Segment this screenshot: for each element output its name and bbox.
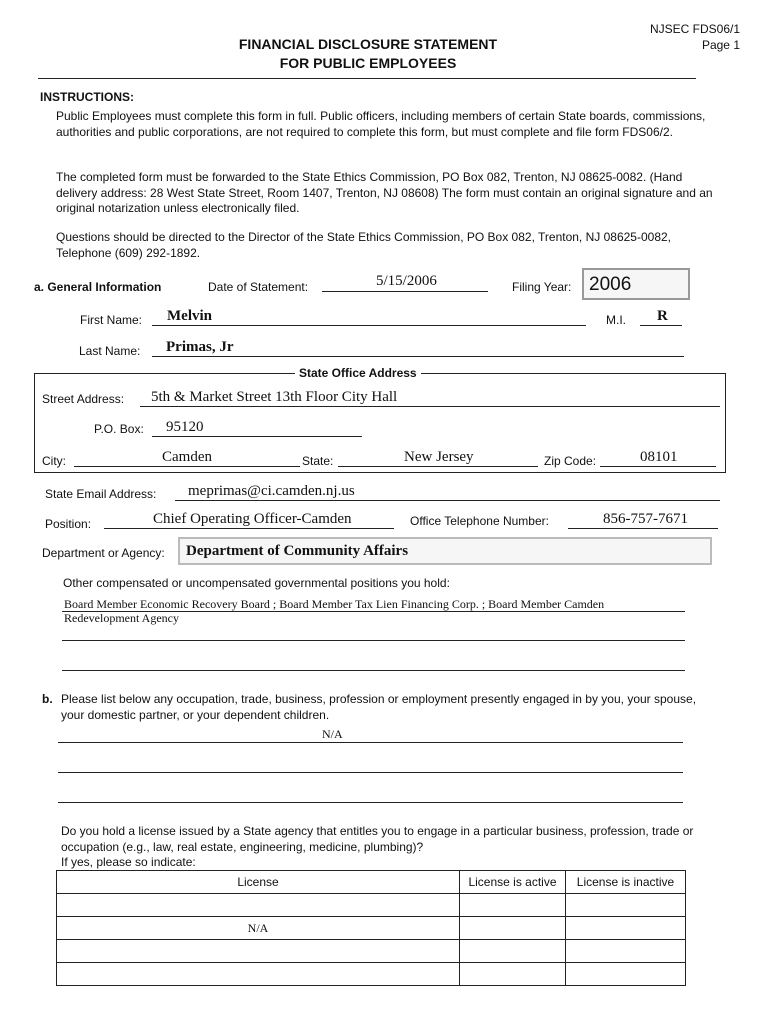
page-number: Page 1: [701, 38, 740, 52]
po-box-label: P.O. Box:: [94, 422, 144, 436]
address-heading: State Office Address: [295, 366, 421, 380]
active-cell[interactable]: [460, 894, 566, 917]
license-cell[interactable]: [57, 917, 460, 940]
filing-year-field[interactable]: [582, 268, 690, 300]
phone-label: Office Telephone Number:: [410, 514, 549, 528]
inactive-cell[interactable]: [566, 940, 686, 963]
first-name-label: First Name:: [80, 313, 143, 327]
header-rule: [38, 78, 696, 79]
license-table: [56, 870, 686, 986]
table-row: [57, 894, 686, 917]
other-positions-underline3: [62, 670, 685, 671]
table-row: [57, 963, 686, 986]
zip-value[interactable]: 08101: [640, 449, 678, 465]
form-id: NJSEC FDS06/1: [649, 22, 740, 36]
inactive-cell[interactable]: [566, 894, 686, 917]
license-question: Do you hold a license issued by a State agency that entitles you to engage in a particular business, profession, trade or occupation (e.g., law, real estate, engineering, medicine, plumbing)?: [61, 824, 694, 854]
table-row: [57, 940, 686, 963]
section-b-text: Please list below any occupation, trade, business, profession or employment presently engaged in by you, your spouse, your domestic partner, or your dependent children.: [61, 692, 697, 722]
date-value[interactable]: 5/15/2006: [376, 273, 437, 289]
position-underline: [104, 528, 394, 529]
section-b-answer[interactable]: N/A: [322, 727, 343, 741]
inactive-cell[interactable]: [566, 917, 686, 940]
col-license-active: License is active: [460, 871, 566, 894]
license-table-header: [57, 871, 686, 894]
zip-label: Zip Code:: [544, 454, 597, 468]
license-answer: N/A: [247, 920, 269, 935]
section-b-underline3: [58, 802, 683, 803]
section-b-label: b.: [42, 692, 53, 706]
department-field[interactable]: [178, 537, 712, 565]
active-cell[interactable]: [460, 940, 566, 963]
po-box-underline: [152, 436, 362, 437]
section-b-underline2: [58, 772, 683, 773]
street-underline: [140, 406, 720, 407]
col-license: License: [57, 871, 460, 894]
col-license-inactive: License is inactive: [566, 871, 686, 894]
other-positions-line2[interactable]: Redevelopment Agency: [64, 611, 179, 625]
city-label: City:: [42, 454, 66, 468]
active-cell[interactable]: [460, 917, 566, 940]
mi-value[interactable]: R: [657, 308, 668, 324]
state-underline: [338, 466, 538, 467]
phone-value[interactable]: 856-757-7671: [603, 511, 688, 527]
license-cell[interactable]: [57, 894, 460, 917]
position-value[interactable]: Chief Operating Officer-Camden: [153, 511, 352, 527]
other-positions-line1[interactable]: Board Member Economic Recovery Board ; Board Member Tax Lien Financing Corp. ; Board Member Camden: [64, 597, 605, 611]
po-box-value[interactable]: 95120: [166, 419, 204, 435]
street-label: Street Address:: [42, 392, 125, 406]
date-underline: [322, 291, 488, 292]
license-question-line3: If yes, please so indicate:: [61, 855, 196, 869]
instructions-p2: The completed form must be forwarded to the State Ethics Commission, PO Box 082, Trenton, NJ 08625-0082. (Hand delivery address: 28 West State Street, Room 1407, Trenton, NJ 08608) The form must contain an original signature and an original notarization unless electronically filed.: [56, 170, 713, 215]
section-a-label: a. General Information: [34, 280, 162, 294]
city-underline: [74, 466, 300, 467]
mi-label: M.I.: [606, 313, 626, 327]
filing-year-value: 2006: [589, 274, 632, 295]
table-row: [57, 917, 686, 940]
mi-underline: [640, 325, 682, 326]
email-label: State Email Address:: [45, 487, 157, 501]
position-label: Position:: [45, 517, 92, 531]
state-label: State:: [302, 454, 334, 468]
first-name-underline: [152, 325, 586, 326]
state-value[interactable]: New Jersey: [404, 449, 474, 465]
phone-underline: [568, 528, 718, 529]
last-name-underline: [152, 356, 684, 357]
first-name-value[interactable]: Melvin: [167, 308, 212, 324]
zip-underline: [600, 466, 716, 467]
city-value[interactable]: Camden: [162, 449, 212, 465]
other-positions-underline2: [62, 640, 685, 641]
street-value[interactable]: 5th & Market Street 13th Floor City Hall: [151, 389, 398, 405]
date-label: Date of Statement:: [208, 280, 309, 294]
inactive-cell[interactable]: [566, 963, 686, 986]
form-title-line2: FOR PUBLIC EMPLOYEES: [279, 55, 457, 71]
license-cell[interactable]: [57, 963, 460, 986]
department-label: Department or Agency:: [42, 546, 165, 560]
license-cell[interactable]: [57, 940, 460, 963]
filing-year-label: Filing Year:: [512, 280, 572, 294]
last-name-value[interactable]: Primas, Jr: [166, 339, 234, 355]
other-positions-label: Other compensated or uncompensated governmental positions you hold:: [63, 576, 450, 590]
email-underline: [175, 500, 720, 501]
instructions-p3: Questions should be directed to the Director of the State Ethics Commission, PO Box 082, Trenton, NJ 08625-0082, Telephone (609) 292-1892.: [56, 230, 671, 260]
department-value: Department of Community Affairs: [186, 543, 409, 559]
form-title-line1: FINANCIAL DISCLOSURE STATEMENT: [238, 36, 498, 52]
instructions-p1: Public Employees must complete this form in full. Public officers, including members of certain State boards, commissions, authorities and public corporations, are not required to complete this form, but must complete and file form FDS06/2.: [56, 109, 706, 139]
instructions-heading: INSTRUCTIONS:: [40, 90, 134, 104]
active-cell[interactable]: [460, 963, 566, 986]
email-value[interactable]: meprimas@ci.camden.nj.us: [188, 483, 355, 499]
last-name-label: Last Name:: [79, 344, 141, 358]
section-b-underline1: [58, 742, 683, 743]
